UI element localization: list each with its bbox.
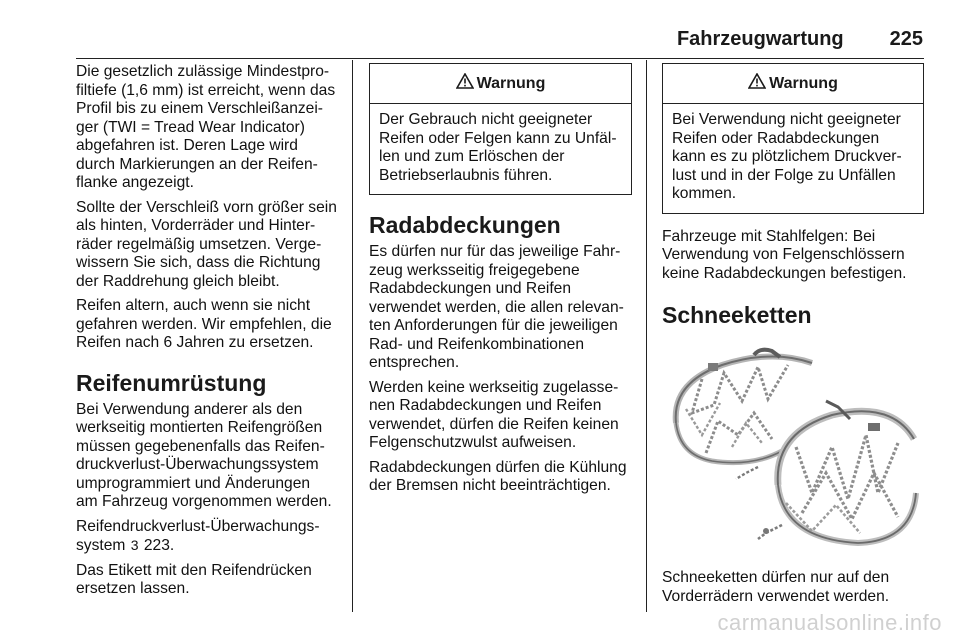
paragraph: Die gesetzlich zulässige Mindestpro- filtiefe (1,6 mm) ist erreicht, wenn das Profil bis zu einem Verschleißanzei- ger (TWI = Tread Wear Indicator) abgefahren ist. Deren Lage wird durch Markierungen an der Reifen- flanke angezeigt. <box>76 63 336 191</box>
column-divider <box>646 60 647 612</box>
warning-box <box>662 63 924 214</box>
section-heading-reifenumruestung: Reifenumrüstung <box>76 369 267 396</box>
warning-title: Warnung <box>769 74 838 92</box>
column-3 <box>662 63 924 612</box>
section-heading-radabdeckungen: Radabdeckungen <box>369 212 561 238</box>
paragraph-text: Reifendruckverlust-Überwachungs- system <box>76 517 320 554</box>
page-number: 225 <box>889 28 923 50</box>
warning-header <box>370 64 631 104</box>
watermark: carmanualsonline.info <box>717 610 942 635</box>
paragraph-with-reference <box>76 518 346 556</box>
paragraph: Es dürfen nur für das jeweilige Fahr- zeug werksseitig freigegebene Radabdeckungen und Reifen verwendet werden, die allen relevan- ten Anforderungen für die jeweiligen Rad- und Reifenkombinationen entsprechen. <box>369 243 624 371</box>
paragraph: Reifen altern, auch wenn sie nicht gefahren werden. Wir empfehlen, die Reifen nach 6 Jahren zu ersetzen. <box>76 297 332 351</box>
column-2 <box>369 63 632 502</box>
column-1 <box>76 63 346 605</box>
column-divider <box>352 60 353 612</box>
page-title: Fahrzeugwartung <box>676 28 844 50</box>
warning-triangle-icon <box>748 73 766 94</box>
page-reference-arrow-icon: 3 <box>130 537 139 553</box>
snow-chain-right <box>758 401 916 543</box>
paragraph: Schneeketten dürfen nur auf den Vorderrädern verwendet werden. <box>662 569 890 605</box>
paragraph: Werden keine werkseitig zugelasse- nen Radabdeckungen und Reifen verwendet, dürfen die Reifen keinen Felgenschutzwulst aufweisen. <box>369 378 619 451</box>
warning-text: Der Gebrauch nicht geeigneter Reifen oder Felgen kann zu Unfäl- len und zum Erlöschen der Betriebserlaubnis führen. <box>379 111 617 184</box>
warning-body <box>663 104 923 213</box>
paragraph: Das Etikett mit den Reifendrücken ersetzen lassen. <box>76 561 312 597</box>
warning-title: Warnung <box>476 74 546 92</box>
warning-triangle-icon <box>456 73 474 94</box>
paragraph: Sollte der Verschleiß vorn größer sein als hinten, Vorderräder und Hinter- räder regelmäßig umsetzen. Verge- wissern Sie sich, dass die Richtung der Raddrehung gleich bleibt. <box>76 198 337 290</box>
page-reference-link[interactable]: 223. <box>143 537 175 554</box>
warning-body <box>370 104 631 194</box>
header-rule <box>76 58 924 59</box>
snow-chain-illustration <box>662 343 924 555</box>
warning-box <box>369 63 632 195</box>
paragraph: Bei Verwendung anderer als den werkseitig montierten Reifengrößen müssen gegebenenfalls das Reifen- druckverlust-Überwachungssystem umprogrammiert und Änderungen am Fahrzeug vorgenommen werden. <box>76 400 332 510</box>
snow-chain-left <box>676 350 812 479</box>
page-header <box>677 28 923 56</box>
section-heading-schneeketten: Schneeketten <box>662 302 812 328</box>
paragraph: Fahrzeuge mit Stahlfelgen: Bei Verwendung von Felgenschlössern keine Radabdeckungen befestigen. <box>662 227 907 282</box>
warning-text: Bei Verwendung nicht geeigneter Reifen oder Radabdeckungen kann es zu plötzlichem Druckver- lust und in der Folge zu Unfällen kommen. <box>672 111 902 202</box>
paragraph: Radabdeckungen dürfen die Kühlung der Bremsen nicht beeinträchtigen. <box>369 458 627 494</box>
warning-header <box>663 64 923 104</box>
